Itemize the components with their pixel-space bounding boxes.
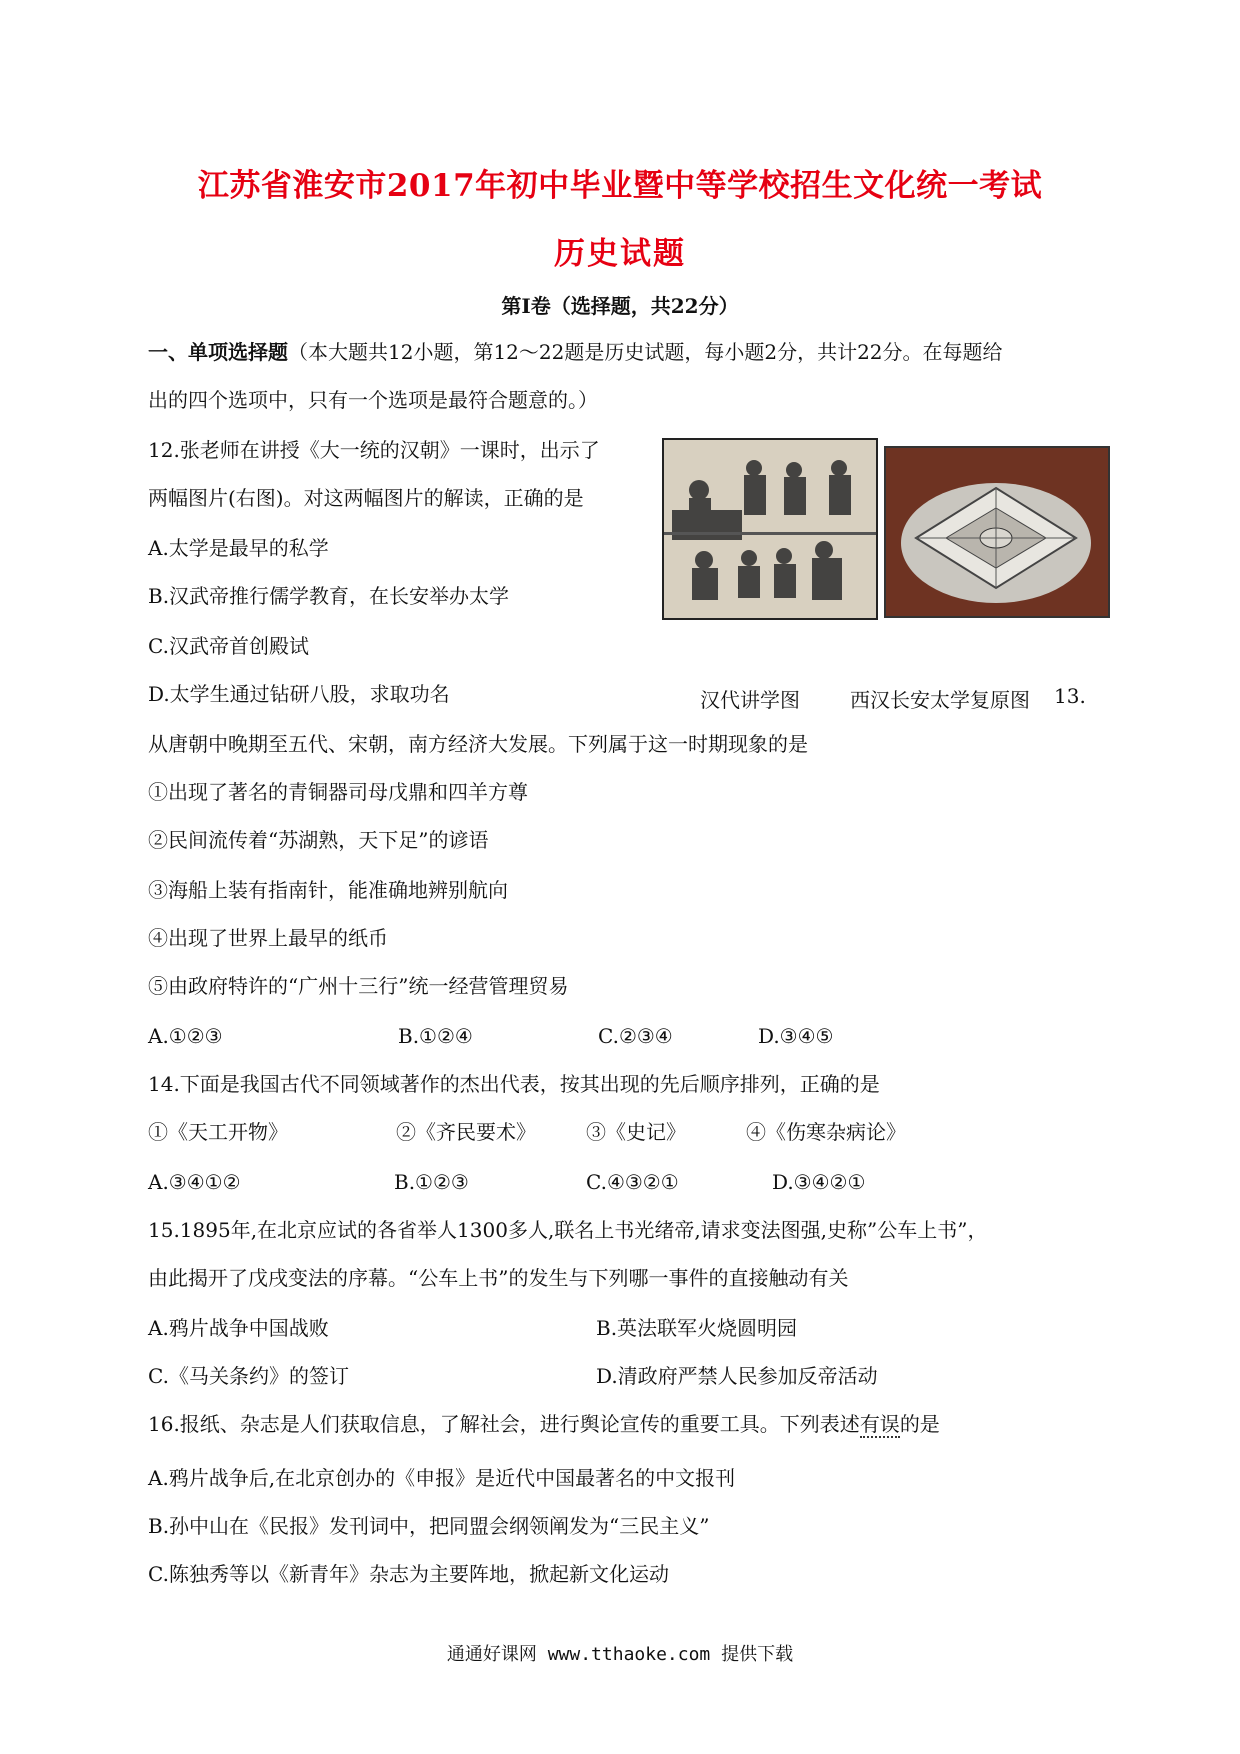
q16-option-b: B.孙中山在《民报》发刊词中，把同盟会纲领阐发为“三民主义” — [148, 1514, 710, 1538]
q14-option-b: B.①②③ — [394, 1170, 469, 1194]
q13-stem: 从唐朝中晚期至五代、宋朝，南方经济大发展。下列属于这一时期现象的是 — [148, 732, 808, 756]
q15-option-b: B.英法联军火烧圆明园 — [596, 1316, 798, 1340]
exam-title: 江苏省淮安市2017年初中毕业暨中等学校招生文化统一考试 — [197, 168, 1043, 204]
instructions-line-2: 出的四个选项中，只有一个选项是最符合题意的。） — [148, 388, 598, 412]
taixue-reconstruction-image — [884, 446, 1110, 618]
q15-option-a: A.鸦片战争中国战败 — [148, 1316, 329, 1340]
q12-stem-2: 两幅图片(右图)。对这两幅图片的解读，正确的是 — [148, 486, 584, 510]
q13-item-4: ④出现了世界上最早的纸币 — [148, 926, 388, 950]
image-caption-taixue: 西汉长安太学复原图 — [850, 688, 1030, 712]
instructions-heading: 一、单项选择题 — [148, 340, 288, 364]
q13-number: 13. — [1054, 684, 1086, 708]
q14-option-c: C.④③②① — [586, 1170, 679, 1194]
q15-option-c: C.《马关条约》的签订 — [148, 1364, 349, 1388]
q13-item-3: ③海船上装有指南针，能准确地辨别航向 — [148, 878, 508, 902]
q12-option-d: D.太学生通过钻研八股，求取功名 — [148, 682, 450, 706]
han-lecture-image — [662, 438, 878, 620]
q16-option-c: C.陈独秀等以《新青年》杂志为主要阵地，掀起新文化运动 — [148, 1562, 669, 1586]
q16-stem-pre: 16.报纸、杂志是人们获取信息，了解社会，进行舆论宣传的重要工具。下列表述 — [148, 1412, 860, 1436]
q14-option-d: D.③④②① — [772, 1170, 866, 1194]
q12-stem-1: 12.张老师在讲授《大一统的汉朝》一课时，出示了 — [148, 438, 600, 462]
q14-stem: 14.下面是我国古代不同领域著作的杰出代表，按其出现的先后顺序排列，正确的是 — [148, 1072, 880, 1096]
q15-stem-1: 15.1895年,在北京应试的各省举人1300多人,联名上书光绪帝,请求变法图强,史称”公车上书”， — [148, 1218, 988, 1242]
q16-stem-emphasis: 有误 — [859, 1412, 900, 1436]
image-caption-lecture: 汉代讲学图 — [700, 688, 800, 712]
q12-option-a: A.太学是最早的私学 — [148, 536, 329, 560]
q16-stem-post: 的是 — [899, 1412, 940, 1436]
q13-item-5: ⑤由政府特许的“广州十三行”统一经营管理贸易 — [148, 974, 569, 998]
section-heading: 第Ⅰ卷（选择题，共22分） — [501, 294, 739, 318]
exam-subtitle: 历史试题 — [554, 236, 686, 272]
q14-work-4: ④《伤寒杂病论》 — [746, 1120, 906, 1144]
q13-item-1: ①出现了著名的青铜器司母戊鼎和四羊方尊 — [148, 780, 528, 804]
instructions-line-1 — [148, 338, 1003, 366]
q15-option-d: D.清政府严禁人民参加反帝活动 — [596, 1364, 878, 1388]
q13-option-c: C.②③④ — [598, 1024, 673, 1048]
q16-option-a: A.鸦片战争后,在北京创办的《申报》是近代中国最著名的中文报刊 — [148, 1466, 736, 1490]
q14-work-3: ③《史记》 — [586, 1120, 686, 1144]
q15-stem-2: 由此揭开了戊戌变法的序幕。“公车上书”的发生与下列哪一事件的直接触动有关 — [148, 1266, 849, 1290]
footer-source: 通通好课网 www.tthaoke.com 提供下载 — [446, 1644, 794, 1665]
q14-option-a: A.③④①② — [148, 1170, 241, 1194]
q14-work-2: ②《齐民要术》 — [396, 1120, 536, 1144]
instructions-text-1: （本大题共12小题，第12～22题是历史试题，每小题2分，共计22分。在每题给 — [288, 340, 1003, 364]
q13-item-2: ②民间流传着“苏湖熟，天下足”的谚语 — [148, 828, 489, 852]
q13-option-a: A.①②③ — [148, 1024, 223, 1048]
q16-stem — [148, 1410, 940, 1438]
q13-option-d: D.③④⑤ — [758, 1024, 834, 1048]
q13-option-b: B.①②④ — [398, 1024, 473, 1048]
q14-work-1: ①《天工开物》 — [148, 1120, 288, 1144]
q12-option-c: C.汉武帝首创殿试 — [148, 634, 309, 658]
q12-option-b: B.汉武帝推行儒学教育，在长安举办太学 — [148, 584, 510, 608]
